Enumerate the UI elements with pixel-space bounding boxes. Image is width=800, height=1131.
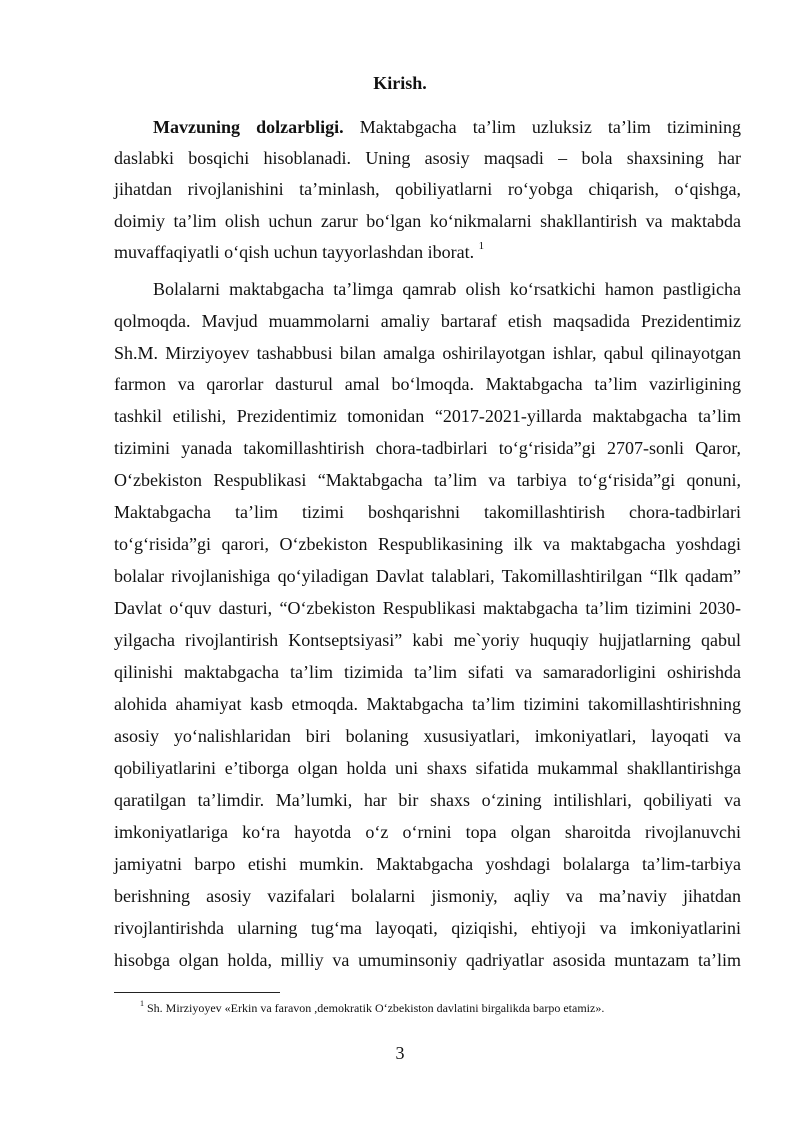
text-line: rivojlantirishda ularning tug‘ma layoqati, qiziqishi, ehtiyoji va imkoniyatlarini <box>114 918 741 938</box>
text-line: yilgacha rivojlantirish Kontseptsiyasi” kabi me`yoriy huquqiy hujjatlarning qabul <box>114 630 741 650</box>
text-line: daslabki bosqichi hisoblanadi. Uning asosiy maqsadi – bola shaxsining har <box>114 148 741 168</box>
text-line: qaratilgan ta’limdir. Ma’lumki, har bir shaxs o‘zining intilishlari, qobiliyati va <box>114 790 741 810</box>
text-line: doimiy ta’lim olish uchun zarur bo‘lgan ko‘nikmalarni shakllantirish va maktabda <box>114 211 741 231</box>
text-line: qobiliyatlarini e’tiborga olgan holda uni shaxs sifatida mukammal shakllantirishga <box>114 758 741 778</box>
text-line: asosiy yo‘nalishlaridan biri bolaning xususiyatlari, imkoniyatlari, layoqati va <box>114 726 741 746</box>
footnote-separator <box>114 992 280 993</box>
text-line <box>153 116 741 138</box>
text-line: berishning asosiy vazifalari bolalarni jismoniy, aqliy va ma’naviy jihatdan <box>114 886 741 906</box>
text-line: Davlat o‘quv dasturi, “O‘zbekiston Respublikasi maktabgacha ta’lim tizimini 2030- <box>114 598 741 618</box>
footnote-mark: 1 <box>140 999 144 1008</box>
text-line <box>114 241 741 263</box>
text-line: alohida ahamiyat kasb etmoqda. Maktabgacha ta’lim tizimini takomillashtirishning <box>114 694 741 714</box>
text-line: O‘zbekiston Respublikasi “Maktabgacha ta’lim va tarbiya to‘g‘risida”gi qonuni, <box>114 470 741 490</box>
footnote <box>140 1001 604 1016</box>
text-line: qilinishi maktabgacha ta’lim tizimida ta’lim sifati va samaradorligini oshirishda <box>114 662 741 682</box>
text-line: bolalar rivojlanishiga qo‘yiladigan Davlat talablari, Takomillashtirilgan “Ilk qadam” <box>114 566 741 586</box>
text-line: to‘g‘risida”gi qarori, O‘zbekiston Respublikasining ilk va maktabgacha yoshdagi <box>114 534 741 554</box>
text-line: hisobga olgan holda, milliy va umuminsoniy qadriyatlar asosida muntazam ta’lim <box>114 950 741 970</box>
page-title: Kirish. <box>373 73 427 93</box>
text-line: Maktabgacha ta’lim tizimi boshqarishni takomillashtirish chora-tadbirlari <box>114 502 741 522</box>
section-label: Mavzuning dolzarbligi. <box>153 117 344 137</box>
text-line: Sh.M. Mirziyoyev tashabbusi bilan amalga oshirilayotgan ishlar, qabul qilinayotgan <box>114 343 741 363</box>
text-line: Bolalarni maktabgacha ta’limga qamrab olish ko‘rsatkichi hamon pastligicha <box>153 279 741 299</box>
text-line: farmon va qarorlar dasturul amal bo‘lmoqda. Maktabgacha ta’lim vazirligining <box>114 374 741 394</box>
text-line: imkoniyatlariga ko‘ra hayotda o‘z o‘rnini topa olgan sharoitda rivojlanuvchi <box>114 822 741 842</box>
footnote-text: Sh. Mirziyoyev «Erkin va faravon ,demokratik O‘zbekiston davlatini birgalikda barpo etamiz». <box>144 1001 605 1015</box>
page-number: 3 <box>395 1043 405 1063</box>
text-line: qolmoqda. Mavjud muammolarni amaliy bartaraf etish maqsadida Prezidentimiz <box>114 311 741 331</box>
text-line: jihatdan rivojlanishini ta’minlash, qobiliyatlarni ro‘yobga chiqarish, o‘qishga, <box>114 179 741 199</box>
text-run: Maktabgacha ta’lim uzluksiz ta’lim tizimining <box>343 117 741 137</box>
footnote-reference[interactable]: 1 <box>478 240 485 252</box>
text-line: tizimini yanada takomillashtirish chora-tadbirlari to‘g‘risida”gi 2707-sonli Qaror, <box>114 438 741 458</box>
text-run: muvaffaqiyatli o‘qish uchun tayyorlashdan iborat. <box>114 242 475 262</box>
text-line: tashkil etilishi, Prezidentimiz tomonidan “2017-2021-yillarda maktabgacha ta’lim <box>114 406 741 426</box>
text-line: jamiyatni barpo etishi mumkin. Maktabgacha yoshdagi bolalarga ta’lim-tarbiya <box>114 854 741 874</box>
